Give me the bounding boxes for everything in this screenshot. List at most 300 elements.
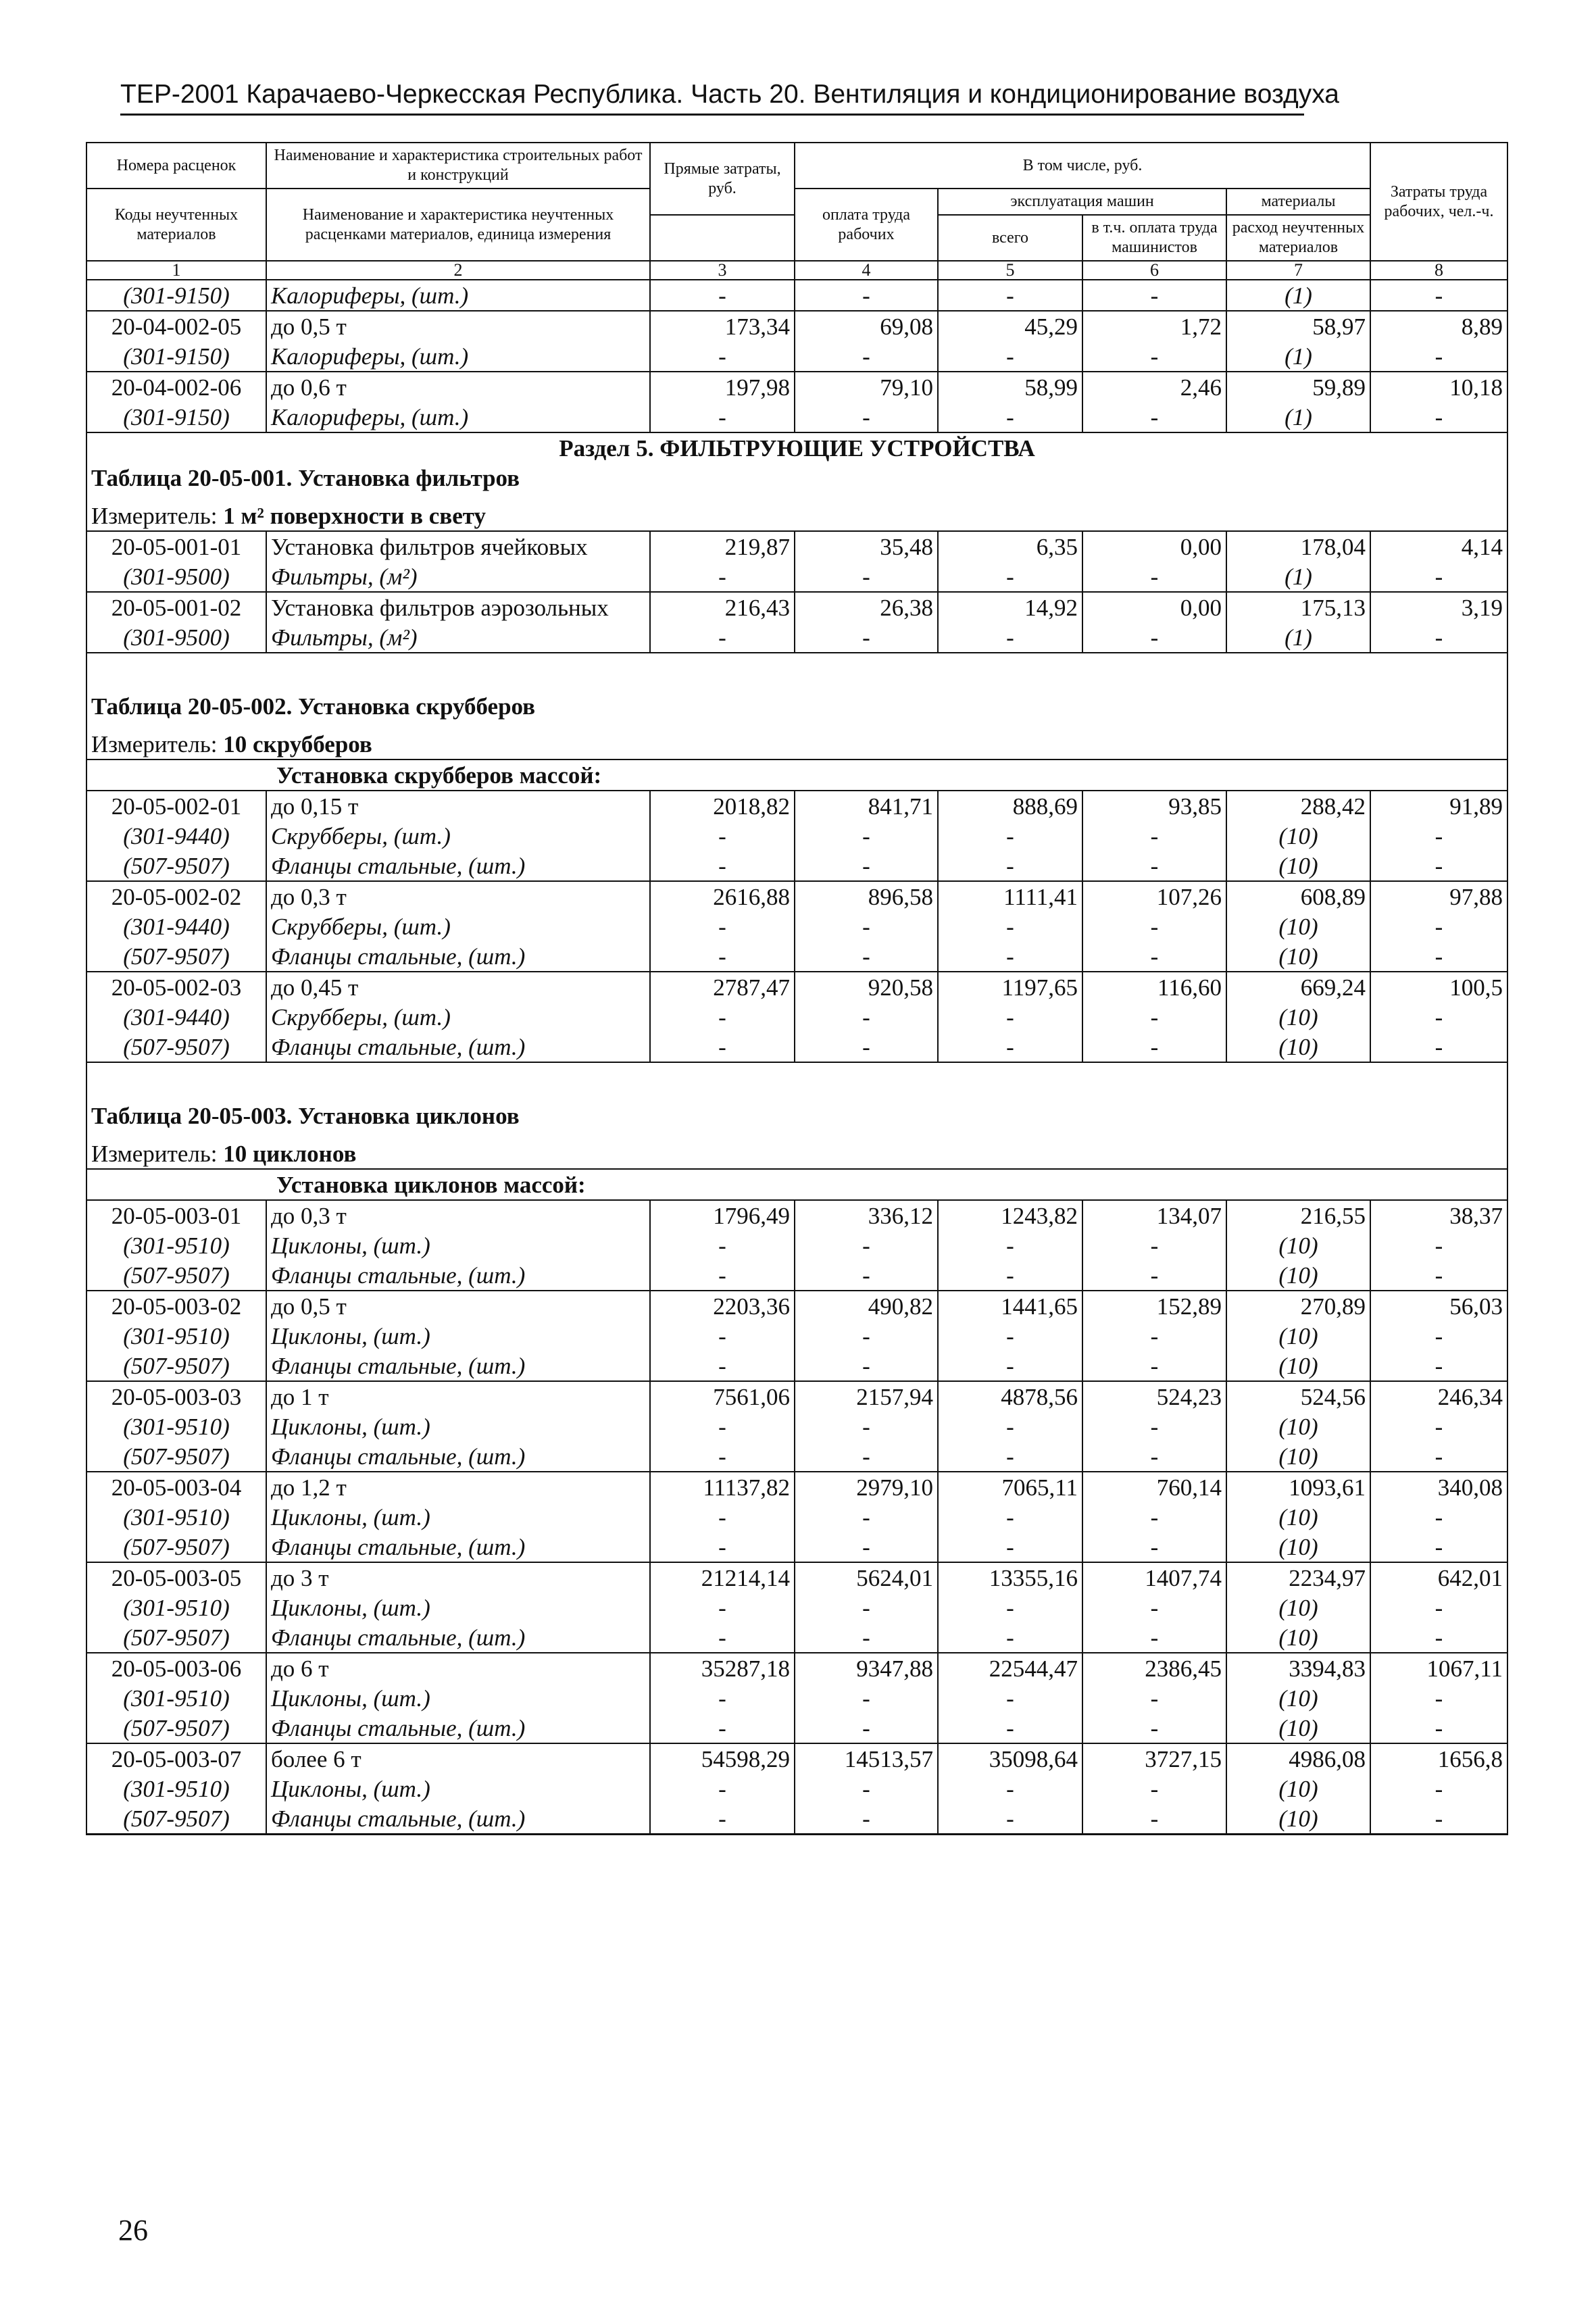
materials-cell: (10) <box>1226 821 1370 851</box>
materials-cell: (10) <box>1226 1803 1370 1835</box>
labor-hours-cell: - <box>1370 1683 1507 1713</box>
rate-code-cell: (301-9510) <box>86 1230 266 1260</box>
labor-hours-cell: - <box>1370 1351 1507 1381</box>
labor-hours-cell: 56,03 <box>1370 1291 1507 1321</box>
item-name-cell: до 6 т <box>266 1653 650 1683</box>
rate-code-cell: (301-9510) <box>86 1502 266 1532</box>
col-number: 7 <box>1226 261 1370 280</box>
item-name-cell: до 0,3 т <box>266 1200 650 1230</box>
table-20-05-003-rows <box>86 1200 1507 1835</box>
col-number: 6 <box>1082 261 1226 280</box>
materials-cell: 524,56 <box>1226 1381 1370 1412</box>
labor-hours-cell: 246,34 <box>1370 1381 1507 1412</box>
rate-row <box>86 881 1507 912</box>
direct-costs-cell: - <box>650 1032 795 1062</box>
labor-hours-cell: - <box>1370 1774 1507 1803</box>
labor-pay-cell: 336,12 <box>795 1200 938 1230</box>
labor-pay-cell: 26,38 <box>795 592 938 622</box>
labor-hours-cell: - <box>1370 402 1507 432</box>
table-title: Таблица 20-05-003. Установка циклонов <box>86 1062 1507 1130</box>
operators-pay-cell: - <box>1082 1441 1226 1472</box>
item-name-cell: Фланцы стальные, (шт.) <box>266 851 650 881</box>
machines-total-cell: - <box>938 341 1082 372</box>
labor-hours-cell: 8,89 <box>1370 311 1507 341</box>
operators-pay-cell: 0,00 <box>1082 592 1226 622</box>
rate-code-cell: 20-05-001-02 <box>86 592 266 622</box>
materials-cell: (10) <box>1226 1683 1370 1713</box>
machines-total-cell: - <box>938 1351 1082 1381</box>
labor-hours-cell: 100,5 <box>1370 972 1507 1002</box>
labor-pay-cell: - <box>795 402 938 432</box>
table-subhead: Установка скрубберов массой: <box>86 760 1507 791</box>
operators-pay-cell: 1407,74 <box>1082 1562 1226 1593</box>
labor-pay-cell: - <box>795 1713 938 1743</box>
materials-cell: (10) <box>1226 1502 1370 1532</box>
rate-code-cell: (301-9510) <box>86 1774 266 1803</box>
rate-code-cell: 20-05-003-04 <box>86 1472 266 1502</box>
material-row <box>86 280 1507 311</box>
materials-cell: (10) <box>1226 1321 1370 1351</box>
labor-hours-cell: - <box>1370 912 1507 941</box>
item-name-cell: до 0,45 т <box>266 972 650 1002</box>
header-in-that: В том числе, руб. <box>795 143 1370 189</box>
materials-cell: (1) <box>1226 402 1370 432</box>
rate-code-cell: 20-05-003-05 <box>86 1562 266 1593</box>
rate-code-cell: (301-9510) <box>86 1683 266 1713</box>
material-row <box>86 341 1507 372</box>
operators-pay-cell: 3727,15 <box>1082 1743 1226 1774</box>
direct-costs-cell: 11137,82 <box>650 1472 795 1502</box>
item-name-cell: Фланцы стальные, (шт.) <box>266 1260 650 1291</box>
rate-row <box>86 1381 1507 1412</box>
machines-total-cell: - <box>938 1502 1082 1532</box>
direct-costs-cell: 7561,06 <box>650 1381 795 1412</box>
operators-pay-cell: - <box>1082 1593 1226 1622</box>
operators-pay-cell: - <box>1082 1502 1226 1532</box>
measure-value: 10 скрубберов <box>223 731 372 757</box>
item-name-cell: Фланцы стальные, (шт.) <box>266 1351 650 1381</box>
labor-hours-cell: - <box>1370 1002 1507 1032</box>
material-row <box>86 941 1507 972</box>
header-col6: в т.ч. оплата труда машинистов <box>1082 215 1226 261</box>
operators-pay-cell: - <box>1082 1412 1226 1441</box>
item-name-cell: Циклоны, (шт.) <box>266 1683 650 1713</box>
material-row <box>86 562 1507 592</box>
machines-total-cell: - <box>938 280 1082 311</box>
rate-code-cell: (507-9507) <box>86 1803 266 1835</box>
machines-total-cell: - <box>938 1593 1082 1622</box>
labor-hours-cell: - <box>1370 1441 1507 1472</box>
table-20-05-003-head <box>86 1062 1507 1200</box>
materials-cell: (10) <box>1226 912 1370 941</box>
direct-costs-cell: 219,87 <box>650 531 795 562</box>
rate-row <box>86 972 1507 1002</box>
labor-pay-cell: - <box>795 1351 938 1381</box>
direct-costs-cell: - <box>650 1713 795 1743</box>
item-name-cell: Скрубберы, (шт.) <box>266 1002 650 1032</box>
rate-code-cell: (507-9507) <box>86 1441 266 1472</box>
labor-hours-cell: - <box>1370 622 1507 653</box>
rate-code-cell: (301-9440) <box>86 821 266 851</box>
direct-costs-cell: - <box>650 851 795 881</box>
item-name-cell: Фланцы стальные, (шт.) <box>266 1622 650 1653</box>
direct-costs-cell: - <box>650 1441 795 1472</box>
labor-pay-cell: 35,48 <box>795 531 938 562</box>
item-name-cell: Фланцы стальные, (шт.) <box>266 1032 650 1062</box>
col-number: 2 <box>266 261 650 280</box>
material-row <box>86 1260 1507 1291</box>
materials-cell: (1) <box>1226 622 1370 653</box>
material-row <box>86 1774 1507 1803</box>
material-row <box>86 1351 1507 1381</box>
labor-hours-cell: 10,18 <box>1370 372 1507 402</box>
labor-pay-cell: - <box>795 1260 938 1291</box>
page-number: 26 <box>118 2214 148 2247</box>
item-name-cell: Калориферы, (шт.) <box>266 402 650 432</box>
operators-pay-cell: - <box>1082 821 1226 851</box>
rate-code-cell: (301-9510) <box>86 1321 266 1351</box>
machines-total-cell: - <box>938 1774 1082 1803</box>
materials-cell: (10) <box>1226 1532 1370 1562</box>
direct-costs-cell: - <box>650 1351 795 1381</box>
labor-pay-cell: - <box>795 1412 938 1441</box>
item-name-cell: Установка фильтров ячейковых <box>266 531 650 562</box>
rate-row <box>86 791 1507 821</box>
labor-pay-cell: - <box>795 341 938 372</box>
col-number: 5 <box>938 261 1082 280</box>
labor-pay-cell: - <box>795 941 938 972</box>
item-name-cell: Циклоны, (шт.) <box>266 1774 650 1803</box>
labor-hours-cell: - <box>1370 562 1507 592</box>
materials-cell: 216,55 <box>1226 1200 1370 1230</box>
direct-costs-cell: - <box>650 562 795 592</box>
rate-code-cell: 20-04-002-06 <box>86 372 266 402</box>
header-col4: оплата труда рабочих <box>795 189 938 261</box>
header-col3-spacer <box>650 215 795 261</box>
header-col1-top: Номера расценок <box>86 143 266 189</box>
page-header: ТЕР-2001 Карачаево-Черкесская Республика. Часть 20. Вентиляция и кондиционирование воздуха <box>120 80 1304 116</box>
item-name-cell: Циклоны, (шт.) <box>266 1230 650 1260</box>
machines-total-cell: - <box>938 912 1082 941</box>
item-name-cell: Калориферы, (шт.) <box>266 341 650 372</box>
operators-pay-cell: 1,72 <box>1082 311 1226 341</box>
direct-costs-cell: - <box>650 1002 795 1032</box>
rate-code-cell: (507-9507) <box>86 851 266 881</box>
operators-pay-cell: 0,00 <box>1082 531 1226 562</box>
machines-total-cell: 22544,47 <box>938 1653 1082 1683</box>
labor-pay-cell: 5624,01 <box>795 1562 938 1593</box>
header-col1-bottom: Коды неучтенных материалов <box>86 189 266 261</box>
rate-code-cell: 20-05-003-02 <box>86 1291 266 1321</box>
materials-cell: (10) <box>1226 1260 1370 1291</box>
labor-hours-cell: 4,14 <box>1370 531 1507 562</box>
section-5 <box>86 432 1507 531</box>
table-measure <box>86 1130 1507 1169</box>
machines-total-cell: - <box>938 821 1082 851</box>
machines-total-cell: 6,35 <box>938 531 1082 562</box>
labor-pay-cell: 9347,88 <box>795 1653 938 1683</box>
machines-total-cell: 14,92 <box>938 592 1082 622</box>
item-name-cell: Установка фильтров аэрозольных <box>266 592 650 622</box>
materials-cell: (1) <box>1226 280 1370 311</box>
direct-costs-cell: 216,43 <box>650 592 795 622</box>
operators-pay-cell: - <box>1082 1321 1226 1351</box>
labor-hours-cell: - <box>1370 851 1507 881</box>
rate-row <box>86 1562 1507 1593</box>
header-machines: эксплуатация машин <box>938 189 1226 215</box>
operators-pay-cell: - <box>1082 1803 1226 1835</box>
machines-total-cell: - <box>938 1441 1082 1472</box>
item-name-cell: до 0,5 т <box>266 1291 650 1321</box>
operators-pay-cell: - <box>1082 341 1226 372</box>
rate-code-cell: 20-05-003-07 <box>86 1743 266 1774</box>
operators-pay-cell: - <box>1082 622 1226 653</box>
rate-code-cell: (301-9510) <box>86 1593 266 1622</box>
labor-pay-cell: 920,58 <box>795 972 938 1002</box>
operators-pay-cell: - <box>1082 1230 1226 1260</box>
direct-costs-cell: 2018,82 <box>650 791 795 821</box>
labor-pay-cell: - <box>795 1774 938 1803</box>
item-name-cell: Циклоны, (шт.) <box>266 1321 650 1351</box>
section-title: Раздел 5. ФИЛЬТРУЮЩИЕ УСТРОЙСТВА <box>86 432 1507 463</box>
rate-row <box>86 1200 1507 1230</box>
operators-pay-cell: - <box>1082 1002 1226 1032</box>
labor-pay-cell: - <box>795 1683 938 1713</box>
materials-cell: 669,24 <box>1226 972 1370 1002</box>
materials-cell: (10) <box>1226 1713 1370 1743</box>
direct-costs-cell: 1796,49 <box>650 1200 795 1230</box>
labor-hours-cell: - <box>1370 1412 1507 1441</box>
rate-code-cell: (507-9507) <box>86 941 266 972</box>
machines-total-cell: - <box>938 1713 1082 1743</box>
table-20-05-001-rows <box>86 531 1507 653</box>
material-row <box>86 1502 1507 1532</box>
rate-row <box>86 1653 1507 1683</box>
operators-pay-cell: - <box>1082 1683 1226 1713</box>
material-row <box>86 1713 1507 1743</box>
operators-pay-cell: 116,60 <box>1082 972 1226 1002</box>
item-name-cell: Фланцы стальные, (шт.) <box>266 941 650 972</box>
table-measure <box>86 721 1507 760</box>
item-name-cell: до 1,2 т <box>266 1472 650 1502</box>
labor-pay-cell: 490,82 <box>795 1291 938 1321</box>
labor-pay-cell: - <box>795 1593 938 1622</box>
direct-costs-cell: - <box>650 1260 795 1291</box>
material-row <box>86 821 1507 851</box>
item-name-cell: до 1 т <box>266 1381 650 1412</box>
table-20-05-002-rows <box>86 791 1507 1062</box>
operators-pay-cell: 524,23 <box>1082 1381 1226 1412</box>
item-name-cell: Циклоны, (шт.) <box>266 1593 650 1622</box>
rate-code-cell: (507-9507) <box>86 1032 266 1062</box>
labor-hours-cell: 642,01 <box>1370 1562 1507 1593</box>
machines-total-cell: 1441,65 <box>938 1291 1082 1321</box>
rate-code-cell: 20-05-002-03 <box>86 972 266 1002</box>
machines-total-cell: 1243,82 <box>938 1200 1082 1230</box>
direct-costs-cell: - <box>650 1683 795 1713</box>
materials-cell: (10) <box>1226 1593 1370 1622</box>
labor-pay-cell: - <box>795 821 938 851</box>
material-row <box>86 622 1507 653</box>
operators-pay-cell: - <box>1082 1351 1226 1381</box>
labor-hours-cell: 91,89 <box>1370 791 1507 821</box>
direct-costs-cell: - <box>650 402 795 432</box>
item-name-cell: до 0,6 т <box>266 372 650 402</box>
materials-cell: (1) <box>1226 562 1370 592</box>
direct-costs-cell: - <box>650 622 795 653</box>
material-row <box>86 1321 1507 1351</box>
labor-pay-cell: 896,58 <box>795 881 938 912</box>
labor-hours-cell: - <box>1370 821 1507 851</box>
machines-total-cell: 7065,11 <box>938 1472 1082 1502</box>
col-number: 1 <box>86 261 266 280</box>
rate-row <box>86 592 1507 622</box>
machines-total-cell: - <box>938 402 1082 432</box>
machines-total-cell: - <box>938 1032 1082 1062</box>
machines-total-cell: - <box>938 1803 1082 1835</box>
material-row <box>86 1032 1507 1062</box>
labor-pay-cell: 841,71 <box>795 791 938 821</box>
direct-costs-cell: - <box>650 1230 795 1260</box>
direct-costs-cell: - <box>650 341 795 372</box>
machines-total-cell: 4878,56 <box>938 1381 1082 1412</box>
materials-cell: 58,97 <box>1226 311 1370 341</box>
material-row <box>86 1593 1507 1622</box>
rate-row <box>86 311 1507 341</box>
top-rows <box>86 280 1507 432</box>
materials-cell: (10) <box>1226 1002 1370 1032</box>
operators-pay-cell: - <box>1082 912 1226 941</box>
header-col5: всего <box>938 215 1082 261</box>
labor-hours-cell: - <box>1370 1713 1507 1743</box>
labor-pay-cell: - <box>795 1032 938 1062</box>
rate-code-cell: (507-9507) <box>86 1532 266 1562</box>
direct-costs-cell: 35287,18 <box>650 1653 795 1683</box>
materials-cell: (10) <box>1226 941 1370 972</box>
header-col3: Прямые затраты, руб. <box>650 143 795 215</box>
item-name-cell: более 6 т <box>266 1743 650 1774</box>
material-row <box>86 402 1507 432</box>
header-col2-bottom: Наименование и характеристика неучтенных расценками материалов, единица измерения <box>266 189 650 261</box>
materials-cell: (10) <box>1226 1412 1370 1441</box>
machines-total-cell: - <box>938 1532 1082 1562</box>
labor-pay-cell: - <box>795 1441 938 1472</box>
column-numbers <box>86 261 1507 280</box>
materials-cell: (10) <box>1226 1230 1370 1260</box>
rate-code-cell: 20-05-002-02 <box>86 881 266 912</box>
rate-row <box>86 1291 1507 1321</box>
direct-costs-cell: 21214,14 <box>650 1562 795 1593</box>
table-title: Таблица 20-05-001. Установка фильтров <box>86 463 1507 493</box>
labor-hours-cell: - <box>1370 1532 1507 1562</box>
rate-row <box>86 531 1507 562</box>
direct-costs-cell: 173,34 <box>650 311 795 341</box>
rate-code-cell: (301-9500) <box>86 562 266 592</box>
labor-pay-cell: - <box>795 1321 938 1351</box>
operators-pay-cell: - <box>1082 1260 1226 1291</box>
col-number: 8 <box>1370 261 1507 280</box>
machines-total-cell: - <box>938 1321 1082 1351</box>
rate-code-cell: 20-05-003-06 <box>86 1653 266 1683</box>
direct-costs-cell: - <box>650 821 795 851</box>
direct-costs-cell: - <box>650 280 795 311</box>
labor-pay-cell: 2979,10 <box>795 1472 938 1502</box>
materials-cell: 59,89 <box>1226 372 1370 402</box>
labor-pay-cell: 14513,57 <box>795 1743 938 1774</box>
rate-row <box>86 1743 1507 1774</box>
materials-cell: (10) <box>1226 1351 1370 1381</box>
operators-pay-cell: - <box>1082 851 1226 881</box>
header-materials: материалы <box>1226 189 1370 215</box>
labor-pay-cell: - <box>795 1002 938 1032</box>
machines-total-cell: - <box>938 1230 1082 1260</box>
material-row <box>86 851 1507 881</box>
materials-cell: (10) <box>1226 851 1370 881</box>
rate-code-cell: 20-05-003-01 <box>86 1200 266 1230</box>
rate-code-cell: 20-05-003-03 <box>86 1381 266 1412</box>
materials-cell: 175,13 <box>1226 592 1370 622</box>
machines-total-cell: - <box>938 1412 1082 1441</box>
item-name-cell: Скрубберы, (шт.) <box>266 912 650 941</box>
item-name-cell: до 3 т <box>266 1562 650 1593</box>
rate-code-cell: 20-05-002-01 <box>86 791 266 821</box>
labor-pay-cell: - <box>795 622 938 653</box>
labor-hours-cell: 3,19 <box>1370 592 1507 622</box>
operators-pay-cell: - <box>1082 1774 1226 1803</box>
item-name-cell: Фланцы стальные, (шт.) <box>266 1803 650 1835</box>
operators-pay-cell: 2386,45 <box>1082 1653 1226 1683</box>
rate-code-cell: (301-9440) <box>86 912 266 941</box>
rate-code-cell: (301-9440) <box>86 1002 266 1032</box>
rate-code-cell: (301-9500) <box>86 622 266 653</box>
direct-costs-cell: - <box>650 1412 795 1441</box>
labor-hours-cell: 1656,8 <box>1370 1743 1507 1774</box>
direct-costs-cell: - <box>650 1622 795 1653</box>
item-name-cell: Фланцы стальные, (шт.) <box>266 1441 650 1472</box>
labor-hours-cell: 38,37 <box>1370 1200 1507 1230</box>
material-row <box>86 1803 1507 1835</box>
machines-total-cell: - <box>938 1622 1082 1653</box>
labor-pay-cell: 2157,94 <box>795 1381 938 1412</box>
item-name-cell: Калориферы, (шт.) <box>266 280 650 311</box>
material-row <box>86 1532 1507 1562</box>
labor-hours-cell: 1067,11 <box>1370 1653 1507 1683</box>
machines-total-cell: - <box>938 1683 1082 1713</box>
measure-prefix: Измеритель: <box>91 1141 224 1167</box>
labor-pay-cell: 79,10 <box>795 372 938 402</box>
material-row <box>86 1412 1507 1441</box>
materials-cell: 178,04 <box>1226 531 1370 562</box>
measure-prefix: Измеритель: <box>91 731 224 757</box>
rate-code-cell: (301-9510) <box>86 1412 266 1441</box>
materials-cell: (10) <box>1226 1774 1370 1803</box>
direct-costs-cell: - <box>650 1321 795 1351</box>
machines-total-cell: 1197,65 <box>938 972 1082 1002</box>
rate-code-cell: 20-05-001-01 <box>86 531 266 562</box>
rate-code-cell: (301-9150) <box>86 280 266 311</box>
labor-hours-cell: - <box>1370 280 1507 311</box>
rate-code-cell: (301-9150) <box>86 402 266 432</box>
material-row <box>86 1622 1507 1653</box>
operators-pay-cell: 134,07 <box>1082 1200 1226 1230</box>
labor-pay-cell: - <box>795 912 938 941</box>
item-name-cell: Циклоны, (шт.) <box>266 1412 650 1441</box>
table-title: Таблица 20-05-002. Установка скрубберов <box>86 653 1507 721</box>
machines-total-cell: 13355,16 <box>938 1562 1082 1593</box>
machines-total-cell: - <box>938 562 1082 592</box>
materials-cell: (1) <box>1226 341 1370 372</box>
measure-value: 1 м² поверхности в свету <box>223 503 486 529</box>
